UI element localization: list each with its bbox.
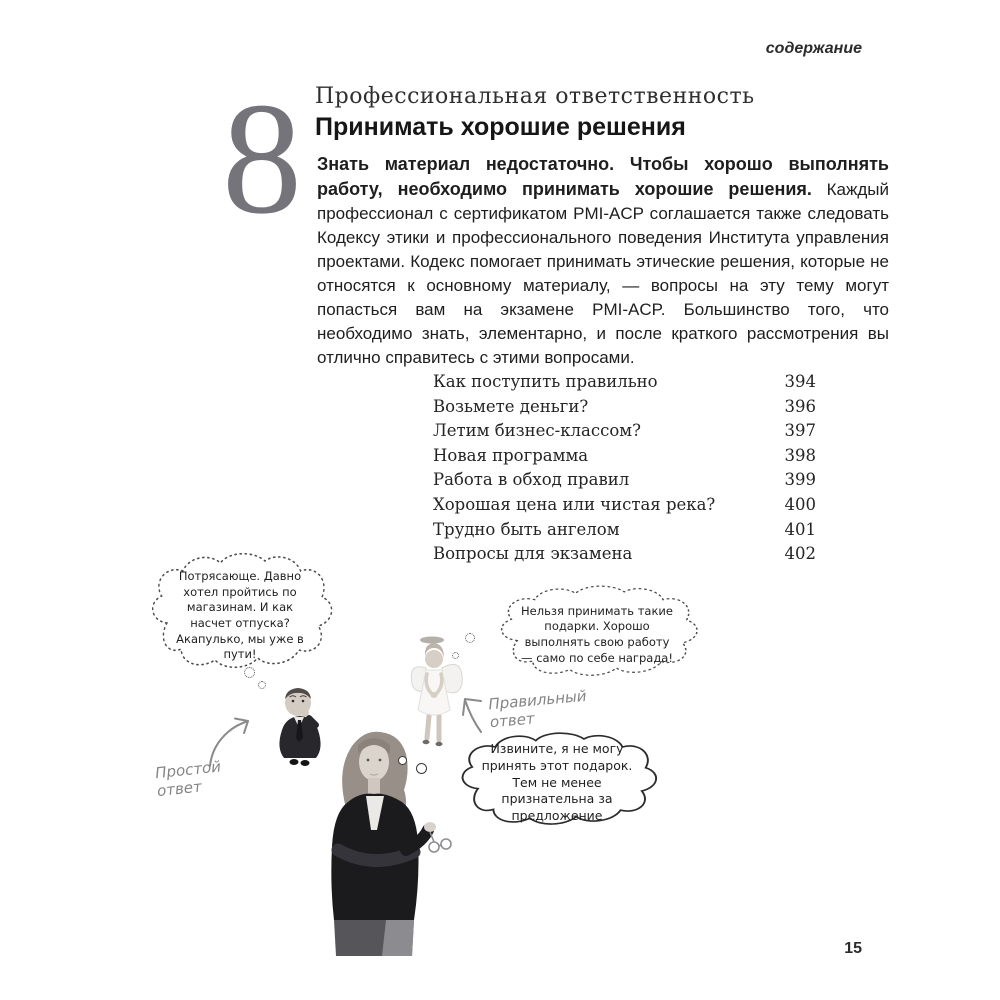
thought-text-angel: Нельзя принимать такие подарки. Хорошо выполнять свою работу — само по себе награда!	[521, 603, 673, 665]
intro-lead-sentence: Знать материал недостаточно. Чтобы хорошо выполнять работу, необходимо принимать хорошие решения.	[317, 154, 889, 199]
toc-label: Как поступить правильно	[433, 372, 658, 391]
chapter-number: 8	[222, 69, 302, 247]
toc-row	[433, 542, 816, 567]
toc-row	[433, 468, 816, 493]
toc-page-number: 397	[784, 421, 816, 441]
thought-bubble-angel	[490, 584, 704, 686]
curved-arrow-icon	[204, 712, 260, 770]
toc-page-number: 396	[784, 396, 816, 416]
speech-trail-dot	[398, 756, 407, 765]
halo-icon	[420, 637, 444, 644]
speech-bubble-woman	[451, 731, 663, 835]
toc-label: Летим бизнес-классом?	[433, 421, 641, 441]
toc-page-number: 394	[784, 372, 816, 391]
toc-row	[433, 444, 816, 469]
thought-trail-dot	[244, 667, 255, 678]
page-number: 15	[844, 940, 862, 957]
toc-label: Новая программа	[433, 445, 589, 465]
toc-page-number: 398	[784, 445, 816, 465]
chapter-intro	[317, 152, 889, 370]
speech-text-woman: Извините, я не могу принять этот подарок. Тем не менее признательна за предложение	[481, 740, 633, 824]
toc-label: Трудно быть ангелом	[433, 519, 620, 539]
curved-arrow-icon	[455, 686, 505, 734]
chapter-title: Принимать хорошие решения	[315, 113, 686, 141]
toc-row	[433, 419, 816, 444]
intro-body-text: Каждый профессионал с сертификатом PMI-ACP соглашается также следовать Кодексу этики и профессионального поведения Института управления проектами. Кодекс помогает принимать этические решения, которые не относятся к основному материалу, — вопросы на эту тему могут попасться вам на экзамене PMI-ACP. Большинство того, что необходимо знать, элементарно, и после краткого рассмотрения вы отлично справитесь с этими вопросами.	[317, 180, 889, 367]
toc-label: Вопросы для экзамена	[433, 544, 633, 564]
toc-row	[433, 395, 816, 420]
toc-page-number: 400	[784, 494, 816, 514]
chapter-eyebrow: Профессиональная ответственность	[315, 84, 755, 109]
right-answer-note: Правильный ответ	[487, 686, 588, 732]
thought-text-man: Потрясающе. Давно хотел пройтись по магазинам. И как насчет отпуска? Акапулько, мы уже в пути!	[176, 569, 304, 662]
glasses-icon	[429, 832, 451, 852]
project-manager-figure	[322, 730, 462, 956]
toc-row	[433, 518, 816, 543]
toc-page-number: 401	[784, 519, 816, 539]
speech-trail-dot	[416, 763, 427, 774]
running-header: содержание	[765, 40, 862, 57]
thought-trail-dot	[258, 681, 266, 689]
thought-trail-dot	[465, 633, 475, 643]
toc-page-number: 399	[784, 470, 816, 490]
toc-row	[433, 493, 816, 518]
toc-label: Работа в обход правил	[433, 470, 630, 490]
toc-label: Хорошая цена или чистая река?	[433, 494, 716, 514]
toc-list	[433, 370, 816, 567]
toc-page-number: 402	[784, 544, 816, 564]
thought-bubble-man	[142, 551, 338, 681]
thought-trail-dot	[452, 652, 459, 659]
simple-answer-note: Простой ответ	[154, 757, 222, 801]
toc-row	[433, 370, 816, 395]
toc-label: Возьмете деньги?	[433, 396, 589, 416]
tempted-man-figure	[272, 686, 328, 768]
